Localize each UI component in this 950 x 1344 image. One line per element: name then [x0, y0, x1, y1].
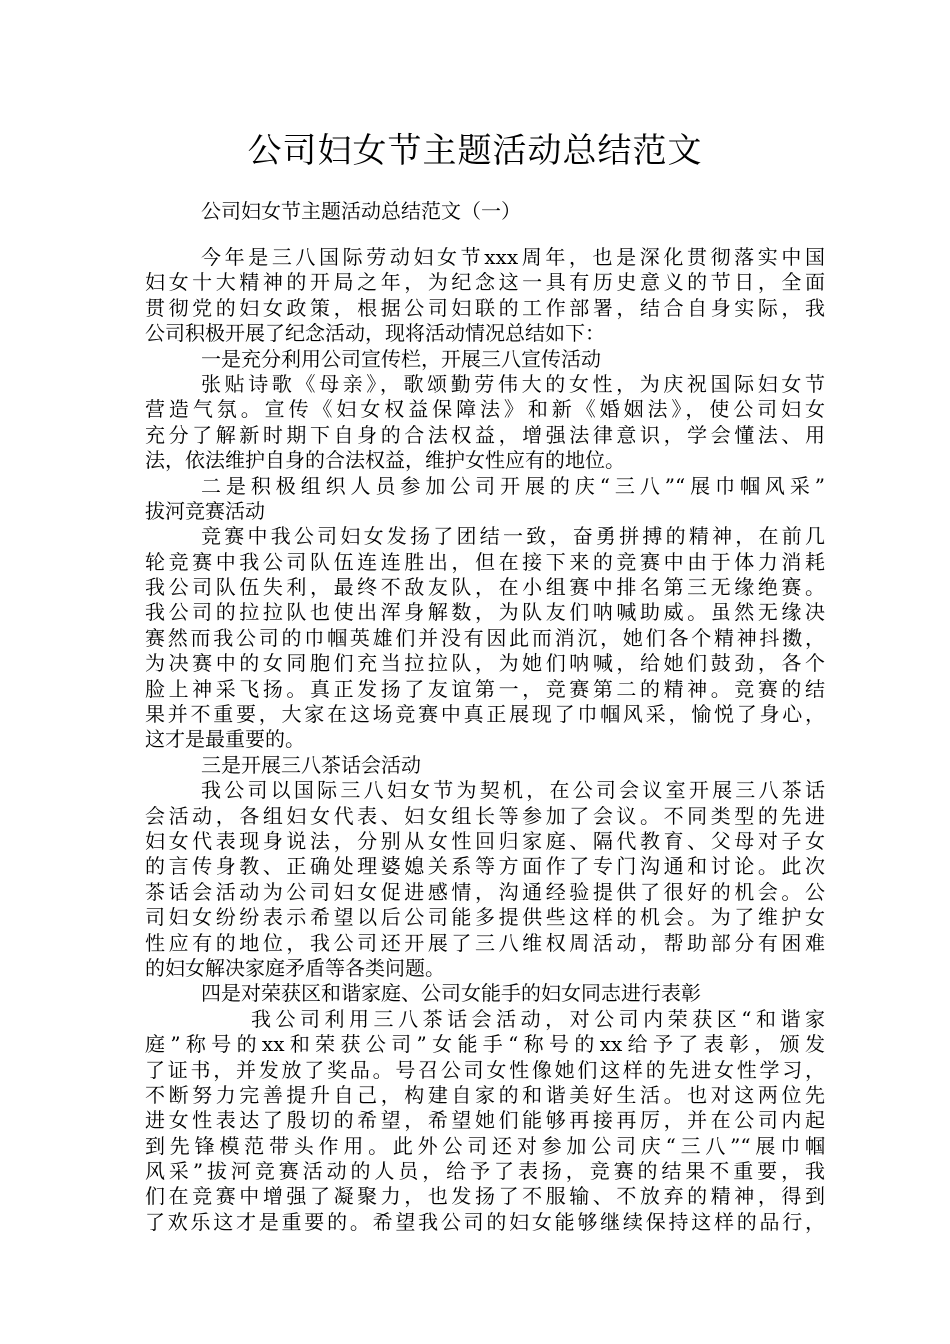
- document-title: 公司妇女节主题活动总结范文: [247, 131, 703, 171]
- text-line: 不断努力完善提升自己，构建自家的和谐美好生活。也对这两位先: [145, 1082, 825, 1107]
- document-subtitle: 公司妇女节主题活动总结范文（一）: [201, 199, 521, 223]
- text-line: 司妇女纷纷表示希望以后公司能多提供些这样的机会。为了维护女: [145, 905, 825, 930]
- text-line: 庭”称号的xx和荣获公司”女能手“称号的xx给予了表彰，颁发: [145, 1032, 825, 1057]
- text-line: 今年是三八国际劳动妇女节xxx周年，也是深化贯彻落实中国: [201, 245, 825, 269]
- section-heading: 三是开展三八茶话会活动: [201, 752, 421, 777]
- section-heading: 二是积极组织人员参加公司开展的庆“三八”“展巾帼风采”: [201, 473, 825, 498]
- text-line: 果并不重要，大家在这场竞赛中真正展现了巾帼风采，愉悦了身心，: [145, 702, 825, 727]
- text-line: 茶话会活动为公司妇女促进感情，沟通经验提供了很好的机会。公: [145, 879, 825, 904]
- text-line: 营造气氛。宣传《妇女权益保障法》和新《婚姻法》，使公司妇女: [145, 397, 825, 422]
- text-line: 竞赛中我公司妇女发扬了团结一致，奋勇拼搏的精神，在前几: [201, 524, 825, 549]
- text-line: 赛然而我公司的巾帼英雄们并没有因此而消沉，她们各个精神抖擞，: [145, 625, 825, 650]
- text-line: 了欢乐这才是重要的。希望我公司的妇女能够继续保持这样的品行，: [145, 1209, 825, 1234]
- text-line: 张贴诗歌《母亲》，歌颂勤劳伟大的女性，为庆祝国际妇女节: [201, 371, 825, 396]
- text-line: 的妇女解决家庭矛盾等各类问题。: [145, 955, 445, 980]
- section-heading: 一是充分利用公司宣传栏，开展三八宣传活动: [201, 346, 601, 371]
- document-body: [145, 245, 825, 1235]
- section-heading: 拔河竞赛活动: [145, 498, 265, 523]
- text-line: 我公司队伍失利，最终不敌友队，在小组赛中排名第三无缘绝赛。: [145, 575, 825, 600]
- text-line: 我公司利用三八茶话会活动，对公司内荣获区“和谐家: [251, 1006, 825, 1031]
- text-line: 我公司的拉拉队也使出浑身解数，为队友们呐喊助威。虽然无缘决: [145, 600, 825, 625]
- section-heading: 四是对荣获区和谐家庭、公司女能手的妇女同志进行表彰: [201, 981, 701, 1006]
- text-line: 轮竞赛中我公司队伍连连胜出，但在接下来的竞赛中由于体力消耗: [145, 549, 825, 574]
- text-line: 充分了解新时期下自身的合法权益，增强法律意识，学会懂法、用: [145, 422, 825, 447]
- text-line: 为决赛中的女同胞们充当拉拉队，为她们呐喊，给她们鼓劲，各个: [145, 651, 825, 676]
- text-line: 的言传身教、正确处理婆媳关系等方面作了专门沟通和讨论。此次: [145, 854, 825, 879]
- text-line: 脸上神采飞扬。真正发扬了友谊第一，竞赛第二的精神。竞赛的结: [145, 676, 825, 701]
- text-line: 妇女十大精神的开局之年，为纪念这一具有历史意义的节日，全面: [145, 270, 825, 295]
- text-line: 们在竞赛中增强了凝聚力，也发扬了不服输、不放弃的精神，得到: [145, 1184, 825, 1209]
- text-line: 我公司以国际三八妇女节为契机，在公司会议室开展三八茶话: [201, 778, 825, 803]
- text-line: 法，依法维护自身的合法权益，维护女性应有的地位。: [145, 448, 625, 473]
- text-line: 这才是最重要的。: [145, 727, 305, 752]
- text-line: 风采”拔河竞赛活动的人员，给予了表扬，竞赛的结果不重要，我: [145, 1159, 825, 1184]
- text-line: 到先锋模范带头作用。此外公司还对参加公司庆“三八”“展巾帼: [145, 1133, 825, 1158]
- text-line: 公司积极开展了纪念活动，现将活动情况总结如下：: [145, 321, 605, 346]
- text-line: 进女性表达了殷切的希望，希望她们能够再接再厉，并在公司内起: [145, 1108, 825, 1133]
- text-line: 会活动，各组妇女代表、妇女组长等参加了会议。不同类型的先进: [145, 803, 825, 828]
- text-line: 妇女代表现身说法，分别从女性回归家庭、隔代教育、父母对子女: [145, 828, 825, 853]
- text-line: 了证书，并发放了奖品。号召公司女性像她们这样的先进女性学习，: [145, 1057, 825, 1082]
- text-line: 贯彻党的妇女政策，根据公司妇联的工作部署，结合自身实际，我: [145, 295, 825, 320]
- text-line: 性应有的地位，我公司还开展了三八维权周活动，帮助部分有困难: [145, 930, 825, 955]
